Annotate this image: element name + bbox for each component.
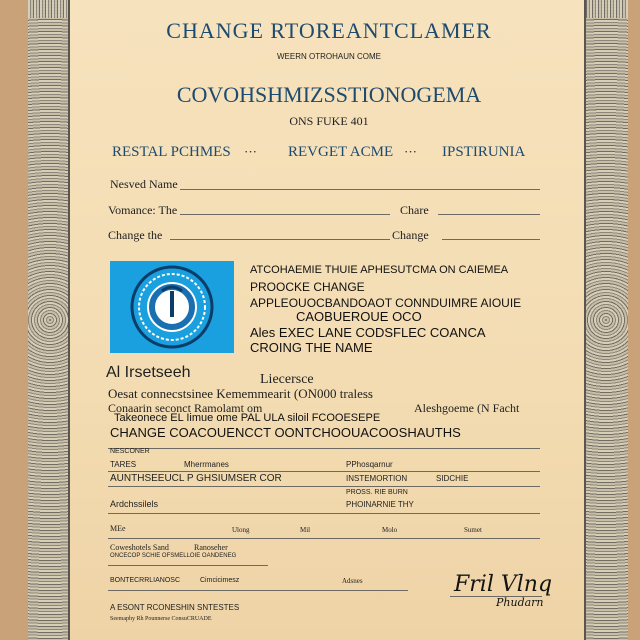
form-divider-5 <box>108 565 268 566</box>
form-r2-c: PPhosqarnur <box>346 460 393 469</box>
form-r4-c: PHOINARNIE THY <box>346 500 414 509</box>
certificate-title: CHANGE RTOREANTCLAMER <box>166 18 492 43</box>
form-r5-d: Molo <box>382 526 398 534</box>
form-r4-b: PROSS. RIE BURN <box>346 489 408 496</box>
form-r8-a: A ESONT RCONESHIN SNTESTES <box>110 603 240 612</box>
form-r2-b: Mherrmanes <box>184 460 229 469</box>
form-r3-b: INSTEMORTION <box>346 474 408 483</box>
certificate-tiny-subtitle: WEERN OTROHAUN COME <box>277 52 381 61</box>
seal-block-line6: CROING THE NAME <box>250 340 373 355</box>
form-r3-c: SIDCHIE <box>436 474 469 483</box>
blue-seal-emblem <box>110 261 234 353</box>
seal-block-line4: CAOBUEROUE OCO <box>296 309 422 324</box>
row-left-text: RESTAL PCHMES <box>112 144 231 160</box>
form-r8-b: Seemaphy Rh Pounnerse ConsuCRUADE <box>110 616 212 622</box>
mid-line-2: Conaarin seconct Ramolamt om <box>108 401 263 415</box>
mid-heading-b: Liecersce <box>260 372 314 387</box>
form-r7-b: Cimcicimesz <box>200 577 240 584</box>
mid-line-3: Takeonece EL Iimue ome PAL ULA siloil FCOOESEPE <box>114 412 381 424</box>
form-r6-a: Coweshotels Sand <box>110 543 169 552</box>
seal-icon <box>110 261 234 353</box>
row-mid-text: REVGET ACME <box>288 144 394 160</box>
field-label-vomance: Vomance: The <box>108 203 178 217</box>
mid-heading-a: Al Irsetseeh <box>106 364 191 381</box>
form-r1-label: NESCONER <box>110 448 150 455</box>
seal-block-line5: Ales EXEC LANE CODSFLEC COANCA <box>250 325 486 340</box>
field-line-1 <box>180 189 540 190</box>
form-divider-6 <box>108 590 408 591</box>
mid-line-1: Oesat connecstsinee Kememmearit (ON000 traless <box>108 386 373 401</box>
form-r7-a: BONTECRRLIANOSC <box>110 577 181 584</box>
right-ornamental-border <box>584 0 628 640</box>
form-r2-a: TARES <box>110 460 137 469</box>
certificate-paper <box>68 0 586 640</box>
field-label-change: Change <box>392 228 429 242</box>
form-r6-b: Ranoseher <box>194 543 228 552</box>
form-r4-a: Ardchssilels <box>110 499 159 509</box>
row-right-text: IPSTIRUNIA <box>442 144 526 160</box>
signature-sub: Phudarn <box>496 596 544 609</box>
form-r5-a: MEe <box>110 524 126 533</box>
field-label-nesved-name: Nesved Name <box>110 177 178 191</box>
form-divider-0 <box>108 448 540 449</box>
field-line-2b <box>438 214 540 215</box>
mid-line-4: CHANGE COACOUENCCT OONTCHOOUACOOSHAUTHS <box>110 425 461 440</box>
field-label-chare: Chare <box>400 203 429 217</box>
row-sep-left: ··· <box>244 144 257 159</box>
field-line-3b <box>442 239 540 240</box>
left-ornamental-border <box>28 0 72 640</box>
form-divider-2 <box>108 486 540 487</box>
form-r7-c: Adsnes <box>342 577 363 585</box>
seal-block-line2: PROOCKE CHANGE <box>250 280 365 294</box>
form-divider-4 <box>108 538 540 539</box>
form-r3-a: AUNTHSEEUCL P GHSIUMSER COR <box>110 473 282 484</box>
form-divider-3 <box>108 513 540 514</box>
field-line-3a <box>170 239 390 240</box>
seal-block-line3: APPLEOUOCBANDOAOT CONNDUIMRE AIOUIE <box>250 296 522 310</box>
form-r6-c: ONCECOP SCHIE OFSMELLOIE OANDENEG <box>110 553 237 559</box>
field-line-2a <box>180 214 390 215</box>
certificate-subline: ONS FUKE 401 <box>289 114 369 128</box>
form-r5-e: Sumet <box>464 526 482 534</box>
row-sep-right: ··· <box>404 144 417 159</box>
signature: Fril Vlnq <box>454 572 553 597</box>
form-r5-b: Ulong <box>232 526 250 534</box>
form-r5-c: Mil <box>300 526 311 534</box>
form-divider-1 <box>108 471 540 472</box>
field-label-change-the: Change the <box>108 228 163 242</box>
seal-block-line1: ATCOHAEMIE THUIE APHESUTCMA ON CAIEMEA <box>250 264 509 276</box>
mid-line-2-right: Aleshgoeme (N Facht <box>414 401 520 415</box>
certificate-main-heading: COVOHSHMIZSSTIONOGEMA <box>176 82 482 107</box>
